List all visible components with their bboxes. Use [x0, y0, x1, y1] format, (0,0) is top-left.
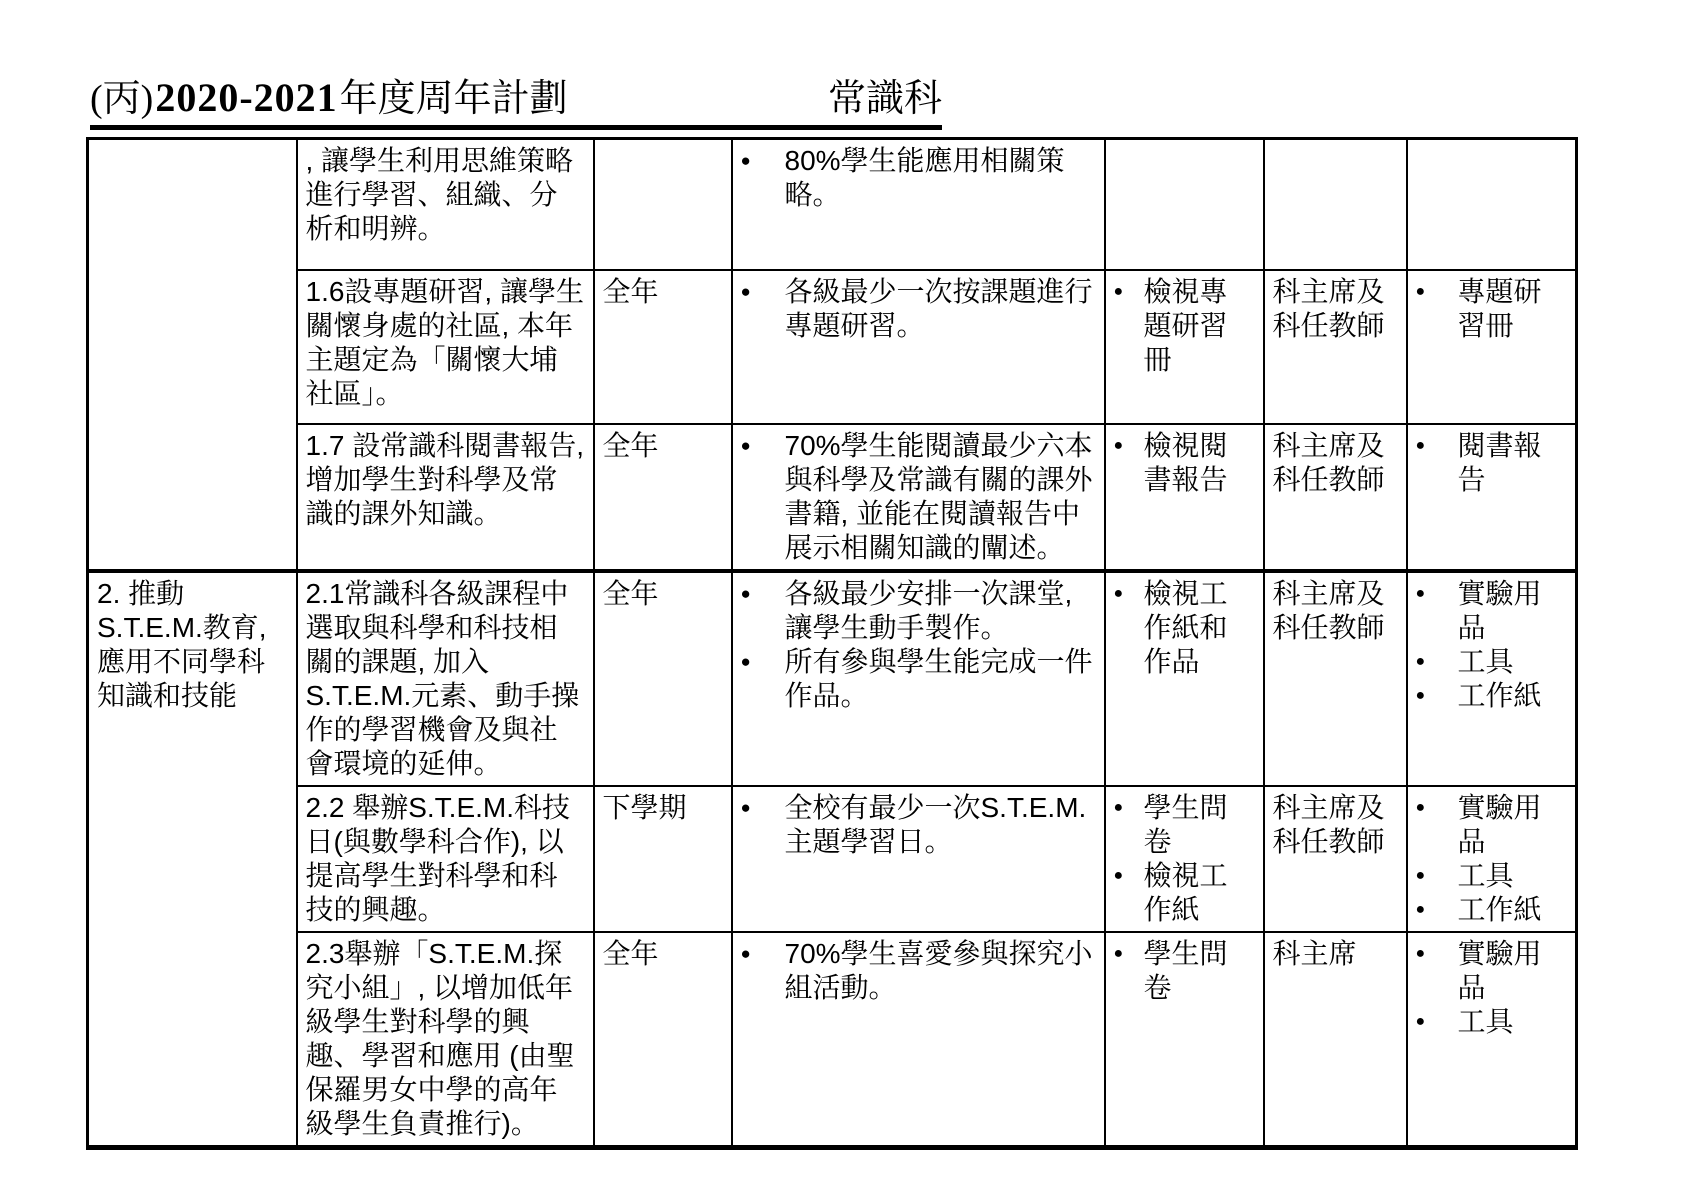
bullet-text: ● 各級最少一次按課題進行專題研習。: [784, 275, 1093, 341]
cell-success-criteria: [732, 270, 1105, 424]
bullet-item: [1114, 937, 1255, 1005]
bullet-text: ● 檢視工作紙: [1143, 859, 1228, 925]
bullet-text: ● 80%學生能應用相關策略。: [784, 145, 1065, 210]
responsible-text: 科主席: [1272, 937, 1357, 969]
cell-strategy: [297, 270, 594, 424]
responsible-text: 科主席及科任教師: [1272, 275, 1385, 341]
bullet-item: [1416, 893, 1568, 927]
timeframe-text: 全年: [602, 577, 659, 609]
cell-evaluation: [1105, 424, 1264, 571]
cell-evaluation: [1105, 139, 1264, 270]
strategy-text: 1.6設專題研習, 讓學生關懷身處的社區, 本年主題定為「關懷大埔社區」。: [305, 275, 584, 409]
bullet-text: ● 所有參與學生能完成一件作品。: [784, 645, 1093, 711]
bullet-item: [741, 937, 1096, 1005]
timeframe-text: 全年: [602, 937, 659, 969]
bullet-item: [741, 275, 1096, 343]
cell-success-criteria: [732, 139, 1105, 270]
bullet-item: [741, 577, 1096, 645]
bullet-text: ● 工具: [1457, 1005, 1514, 1037]
cell-responsible: [1264, 424, 1407, 571]
cell-success-criteria: [732, 571, 1105, 786]
bullet-item: [741, 429, 1096, 565]
cell-responsible: [1264, 139, 1407, 270]
cell-evaluation: [1105, 270, 1264, 424]
cell-success-criteria: [732, 786, 1105, 932]
cell-responsible: [1264, 932, 1407, 1148]
table-row: [88, 424, 1577, 571]
bullet-item: [1416, 645, 1568, 679]
cell-evaluation: [1105, 571, 1264, 786]
cell-responsible: [1264, 571, 1407, 786]
bullet-item: [1114, 275, 1255, 377]
cell-timeframe: [594, 786, 732, 932]
strategy-text: , 讓學生利用思維策略進行學習、組織、分析和明辨。: [305, 145, 574, 244]
annual-plan-table: [86, 137, 1578, 1150]
bullet-text: ● 70%學生能閱讀最少六本與科學及常識有關的課外書籍, 並能在閱讀報告中展示相關知識的闡述。: [784, 429, 1093, 563]
bullet-item: [1114, 859, 1255, 927]
bullet-text: ● 實驗用品: [1457, 937, 1542, 1003]
cell-timeframe: [594, 571, 732, 786]
bullet-item: [1416, 275, 1568, 343]
cell-strategy: [297, 571, 594, 786]
bullet-text: ● 實驗用品: [1457, 791, 1542, 857]
cell-responsible: [1264, 786, 1407, 932]
bullet-item: [1416, 859, 1568, 893]
cell-resources: [1407, 571, 1577, 786]
table-row: [88, 786, 1577, 932]
bullet-item: [1416, 1005, 1568, 1039]
bullet-item: [1416, 937, 1568, 1005]
cell-resources: [1407, 932, 1577, 1148]
bullet-text: ● 檢視閱書報告: [1143, 429, 1228, 495]
strategy-text: 2.2 舉辦S.T.E.M.科技日(與數學科合作), 以提高學生對科學和科技的興趣。: [305, 791, 570, 925]
bullet-item: [1114, 429, 1255, 497]
timeframe-text: 全年: [602, 275, 659, 307]
bullet-item: [1416, 679, 1568, 713]
title-year: 2020-2021: [155, 75, 338, 120]
strategy-text: 2.1常識科各級課程中選取與科學和科技相關的課題, 加入S.T.E.M.元素、動手操作的學習機會及與社會環境的延伸。: [305, 577, 580, 779]
timeframe-text: 全年: [602, 429, 659, 461]
title-section-prefix: (丙): [90, 78, 154, 120]
cell-strategy: [297, 424, 594, 571]
cell-objective-blank: [88, 139, 297, 571]
cell-evaluation: [1105, 786, 1264, 932]
title-text: 年度周年計劃: [339, 78, 568, 120]
responsible-text: 科主席及科任教師: [1272, 791, 1385, 857]
page-title: [90, 76, 942, 130]
cell-success-criteria: [732, 932, 1105, 1148]
bullet-text: ● 70%學生喜愛參與探究小組活動。: [784, 937, 1093, 1003]
bullet-item: [1114, 791, 1255, 859]
cell-resources: [1407, 786, 1577, 932]
table-row: [88, 571, 1577, 786]
table-row: [88, 932, 1577, 1148]
bullet-item: [741, 144, 1096, 212]
cell-timeframe: [594, 139, 732, 270]
strategy-text: 2.3舉辦「S.T.E.M.探究小組」, 以增加低年級學生對科學的興趣、學習和應用 (由聖保羅男女中學的高年級學生負責推行)。: [305, 937, 575, 1139]
bullet-item: [1114, 577, 1255, 679]
bullet-text: ● 學生問卷: [1143, 791, 1228, 857]
title-subject: 常識科: [827, 78, 942, 120]
bullet-text: ● 實驗用品: [1457, 577, 1542, 643]
bullet-item: [1416, 429, 1568, 497]
strategy-text: 1.7 設常識科閱書報告, 增加學生對科學及常識的課外知識。: [305, 429, 584, 529]
cell-success-criteria: [732, 424, 1105, 571]
cell-timeframe: [594, 424, 732, 571]
bullet-text: ● 閱書報告: [1457, 429, 1542, 495]
cell-strategy: [297, 139, 594, 270]
bullet-text: ● 檢視工作紙和作品: [1143, 577, 1228, 677]
cell-evaluation: [1105, 932, 1264, 1148]
cell-responsible: [1264, 270, 1407, 424]
cell-timeframe: [594, 270, 732, 424]
cell-strategy: [297, 786, 594, 932]
bullet-text: ● 檢視專題研習冊: [1143, 275, 1228, 375]
responsible-text: 科主席及科任教師: [1272, 429, 1385, 495]
cell-resources: [1407, 424, 1577, 571]
bullet-text: ● 全校有最少一次S.T.E.M.主題學習日。: [784, 791, 1087, 857]
bullet-item: [741, 645, 1096, 713]
bullet-text: ● 工作紙: [1457, 679, 1542, 711]
cell-timeframe: [594, 932, 732, 1148]
bullet-text: ● 工作紙: [1457, 893, 1542, 925]
table-row: [88, 139, 1577, 270]
table-row: [88, 270, 1577, 424]
bullet-text: ● 專題研習冊: [1457, 275, 1542, 341]
bullet-text: ● 工具: [1457, 859, 1514, 891]
cell-resources: [1407, 139, 1577, 270]
timeframe-text: 下學期: [602, 791, 687, 823]
bullet-item: [1416, 791, 1568, 859]
cell-resources: [1407, 270, 1577, 424]
cell-strategy: [297, 932, 594, 1148]
bullet-text: ● 學生問卷: [1143, 937, 1228, 1003]
responsible-text: 科主席及科任教師: [1272, 577, 1385, 643]
bullet-text: ● 各級最少安排一次課堂, 讓學生動手製作。: [784, 577, 1073, 643]
bullet-item: [741, 791, 1096, 859]
objective-text: 2. 推動S.T.E.M.教育, 應用不同學科知識和技能: [97, 577, 267, 711]
bullet-item: [1416, 577, 1568, 645]
bullet-text: ● 工具: [1457, 645, 1514, 677]
cell-objective: [88, 571, 297, 1148]
